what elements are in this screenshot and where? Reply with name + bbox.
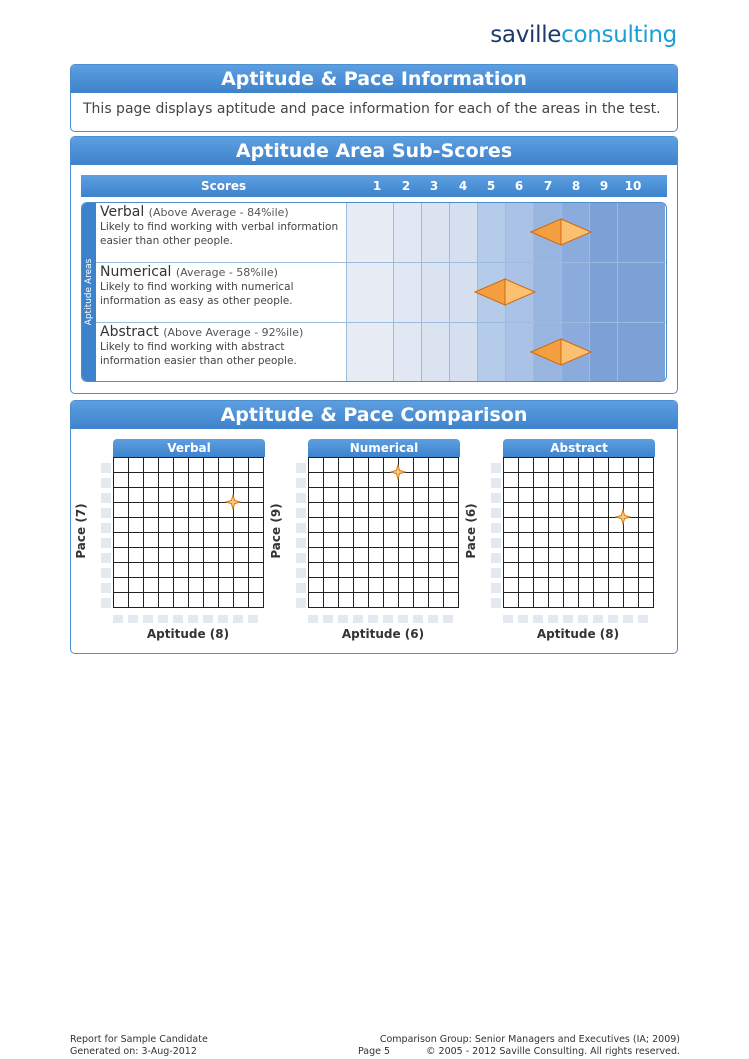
scores-header-bar bbox=[81, 175, 667, 197]
chart-abstract bbox=[461, 439, 631, 649]
copyright: © 2005 - 2012 Saville Consulting. All rights reserved. bbox=[426, 1046, 680, 1057]
scale-column-9 bbox=[589, 203, 618, 381]
area-band: (Average - 58%ile) bbox=[175, 266, 278, 279]
aptitude-pace-star-icon bbox=[615, 509, 631, 525]
chart-verbal bbox=[71, 439, 241, 649]
aptitude-pace-star-icon bbox=[390, 464, 406, 480]
aptitude-pace-star-icon bbox=[225, 494, 241, 510]
grid-shadow-left bbox=[491, 463, 501, 613]
scale-column-2 bbox=[393, 203, 422, 381]
panel-title: Aptitude & Pace Information bbox=[71, 65, 677, 93]
footer-right bbox=[380, 1034, 680, 1058]
chart-title: Abstract bbox=[503, 439, 655, 457]
chart-grid bbox=[308, 457, 459, 608]
scale-column-3 bbox=[421, 203, 450, 381]
aptitude-pace-comparison-panel bbox=[70, 400, 678, 654]
scale-number-4: 4 bbox=[458, 179, 468, 193]
grid-shadow-bottom bbox=[113, 615, 263, 623]
comparison-group: Comparison Group: Senior Managers and Executives (IA; 2009) bbox=[379, 1034, 680, 1045]
area-name: Verbal bbox=[100, 204, 145, 220]
score-marker-numerical bbox=[474, 278, 536, 306]
area-name: Numerical bbox=[100, 264, 172, 280]
scale-number-3: 3 bbox=[429, 179, 439, 193]
grid-shadow-bottom bbox=[308, 615, 458, 623]
scale-number-9: 9 bbox=[599, 179, 609, 193]
chart-grid bbox=[113, 457, 264, 608]
scale-number-8: 8 bbox=[571, 179, 581, 193]
area-description: Likely to find working with abstract information easier than other people. bbox=[100, 341, 297, 367]
grid-shadow-left bbox=[101, 463, 111, 613]
scale-column-1 bbox=[346, 203, 394, 381]
pace-axis-label: Pace (9) bbox=[269, 503, 283, 559]
chart-grid bbox=[503, 457, 654, 608]
area-band: (Above Average - 84%ile) bbox=[148, 206, 289, 219]
panel-title: Aptitude Area Sub-Scores bbox=[71, 137, 677, 165]
scale-number-10: 10 bbox=[624, 179, 642, 193]
scores-label: Scores bbox=[201, 179, 247, 193]
area-row-verbal bbox=[96, 203, 346, 262]
grid-shadow-left bbox=[296, 463, 306, 613]
grid-shadow-bottom bbox=[503, 615, 653, 623]
area-description: Likely to find working with numerical information as easy as other people. bbox=[100, 281, 294, 307]
report-for: Report for Sample Candidate bbox=[70, 1034, 208, 1045]
scale-number-1: 1 bbox=[372, 179, 382, 193]
score-marker-abstract bbox=[530, 338, 592, 366]
scale-number-5: 5 bbox=[486, 179, 496, 193]
saville-consulting-logo: savilleconsulting bbox=[490, 22, 677, 48]
pace-axis-label: Pace (7) bbox=[74, 503, 88, 559]
page-number: Page 5 bbox=[358, 1046, 391, 1057]
area-row-numerical bbox=[96, 263, 346, 322]
area-band: (Above Average - 92%ile) bbox=[163, 326, 304, 339]
chart-title: Verbal bbox=[113, 439, 265, 457]
area-description: Likely to find working with verbal information easier than other people. bbox=[100, 221, 339, 247]
aptitude-areas-table bbox=[81, 202, 667, 382]
chart-title: Numerical bbox=[308, 439, 460, 457]
aptitude-areas-side-label: Aptitude Areas bbox=[82, 203, 96, 381]
chart-numerical bbox=[266, 439, 436, 649]
footer-left bbox=[70, 1034, 208, 1058]
aptitude-axis-label: Aptitude (8) bbox=[536, 627, 620, 641]
scale-number-6: 6 bbox=[514, 179, 524, 193]
scale-column-10 bbox=[617, 203, 665, 381]
aptitude-axis-label: Aptitude (6) bbox=[341, 627, 425, 641]
panel-title: Aptitude & Pace Comparison bbox=[71, 401, 677, 429]
aptitude-sub-scores-panel bbox=[70, 136, 678, 394]
pace-axis-label: Pace (6) bbox=[464, 503, 478, 559]
scale-number-7: 7 bbox=[543, 179, 553, 193]
area-row-abstract bbox=[96, 323, 346, 382]
panel-description: This page displays aptitude and pace information for each of the areas in the test. bbox=[83, 101, 661, 117]
score-marker-verbal bbox=[530, 218, 592, 246]
aptitude-axis-label: Aptitude (8) bbox=[146, 627, 230, 641]
scale-number-2: 2 bbox=[401, 179, 411, 193]
area-name: Abstract bbox=[100, 324, 159, 340]
generated-date: Generated on: 3-Aug-2012 bbox=[70, 1046, 197, 1057]
aptitude-pace-information-panel bbox=[70, 64, 678, 132]
